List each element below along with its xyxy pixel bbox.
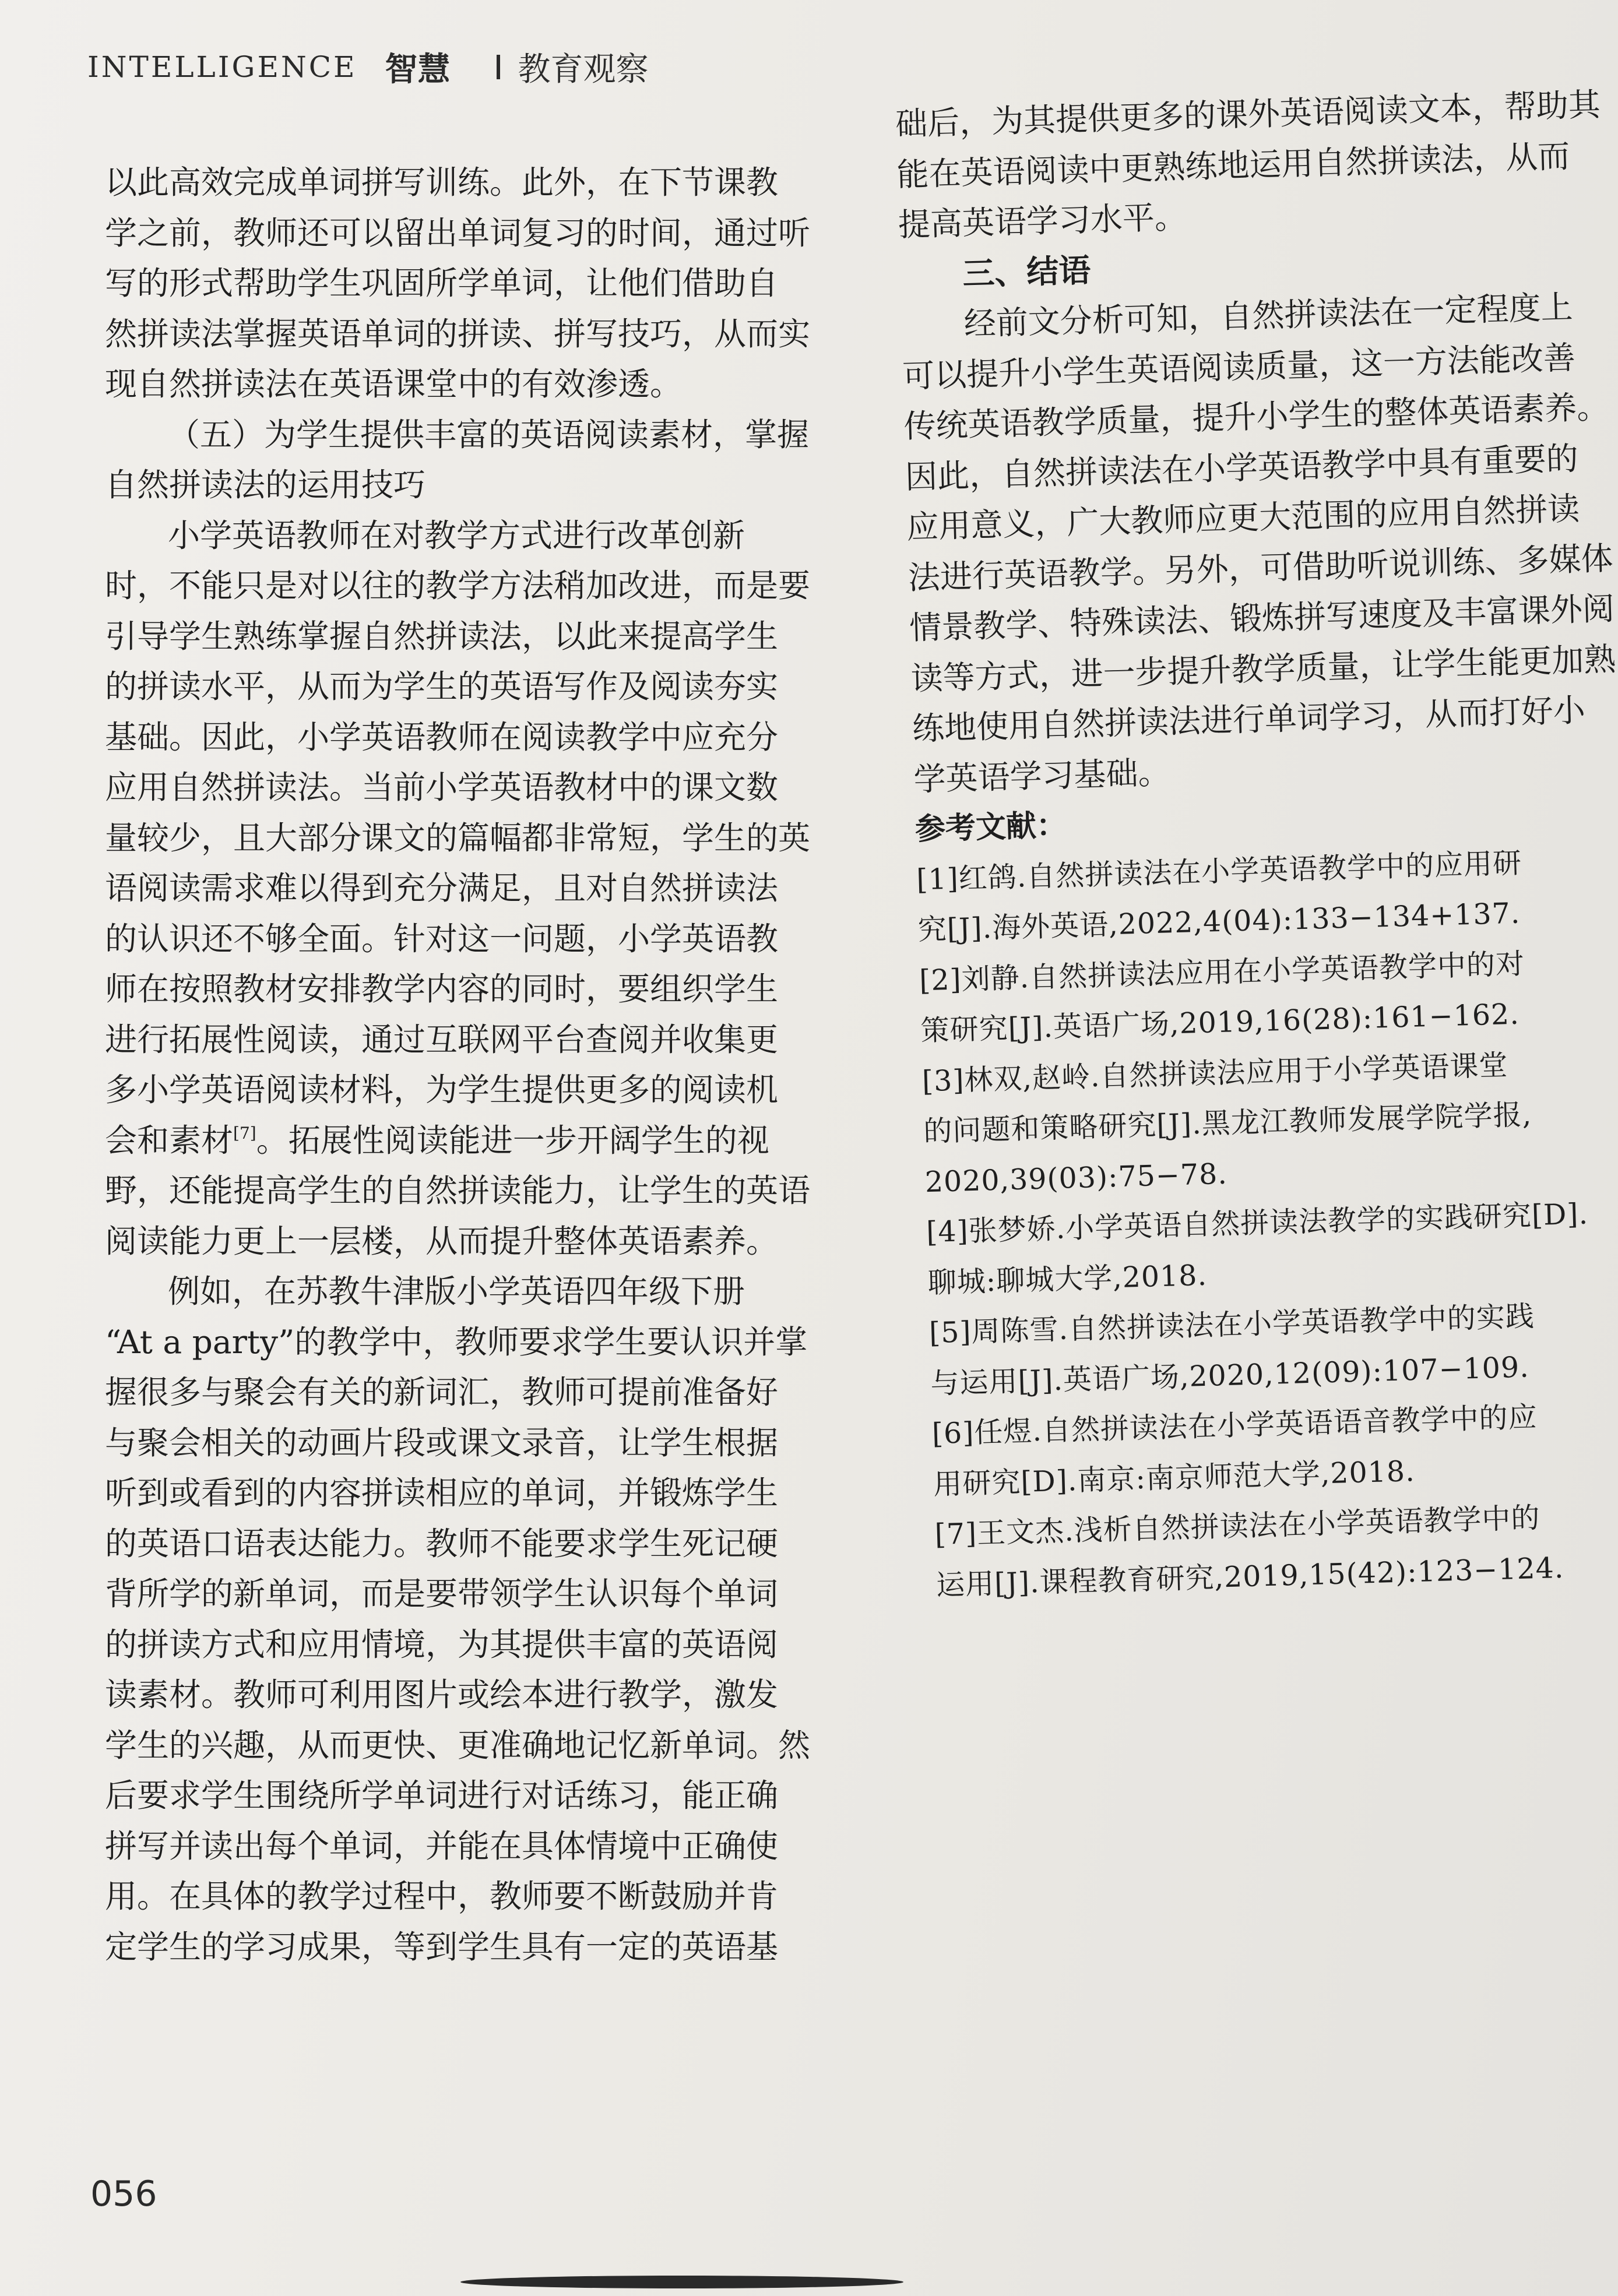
body-line: 定学生的学习成果，等到学生具有一定的英语基 bbox=[105, 1928, 779, 1966]
reference-line: 运用[J].课程教育研究,2019,15(42):123−124. bbox=[935, 1551, 1565, 1602]
section-heading-conclusion: 三、结语 bbox=[962, 251, 1092, 293]
body-line: 拼写并读出每个单词，并能在具体情境中正确使 bbox=[105, 1827, 779, 1865]
reference-line: 的问题和策略研究[J].黑龙江教师发展学院学报, bbox=[923, 1098, 1532, 1149]
body-line: 然拼读法掌握英语单词的拼读、拼写技巧，从而实 bbox=[105, 315, 811, 353]
left-column bbox=[105, 157, 845, 1972]
body-line: 写的形式帮助学生巩固所学单词，让他们借助自 bbox=[105, 265, 779, 302]
reference-line: 用研究[D].南京:南京师范大学,2018. bbox=[933, 1454, 1416, 1501]
body-line: 用。在具体的教学过程中，教师要不断鼓励并肯 bbox=[105, 1878, 779, 1915]
references-title: 参考文献： bbox=[914, 808, 1067, 847]
body-line: 的认识还不够全面。针对这一问题，小学英语教 bbox=[105, 920, 779, 957]
body-line: 应用自然拼读法。当前小学英语教材中的课文数 bbox=[105, 769, 779, 806]
body-line-with-citation bbox=[105, 1115, 845, 1166]
body-line: 学之前，教师还可以留出单词复习的时间，通过听 bbox=[105, 214, 811, 252]
body-line: 小学英语教师在对教学方式进行改革创新 bbox=[168, 516, 745, 554]
body-line: 多小学英语阅读材料，为学生提供更多的阅读机 bbox=[105, 1071, 779, 1108]
body-line: 应用意义，广大教师应更大范围的应用自然拼读 bbox=[906, 490, 1580, 546]
body-line: 础后，为其提供更多的课外英语阅读文本，帮助其 bbox=[895, 86, 1601, 143]
body-line: 现自然拼读法在英语课堂中的有效渗透。 bbox=[105, 365, 683, 403]
subsection-heading-line: 自然拼读法的运用技巧 bbox=[105, 466, 426, 503]
body-line: 的拼读水平，从而为学生的英语写作及阅读夯实 bbox=[105, 668, 779, 705]
body-line: 学生的兴趣，从而更快、更准确地记忆新单词。然 bbox=[105, 1726, 811, 1764]
body-line: 传统英语教学质量，提升小学生的整体英语素养。 bbox=[903, 388, 1610, 445]
reference-line: [3]林双,赵岭.自然拼读法应用于小学英语课堂 bbox=[921, 1048, 1509, 1098]
body-line: 引导学生熟练掌握自然拼读法，以此来提高学生 bbox=[105, 617, 779, 655]
reference-line: [5]周陈雪.自然拼读法在小学英语教学中的实践 bbox=[928, 1300, 1535, 1350]
body-line: “At a party”的教学中，教师要求学生要认识并掌 bbox=[105, 1323, 808, 1361]
body-line: 背所学的新单词，而是要带领学生认识每个单词 bbox=[105, 1575, 779, 1612]
reference-line: [6]任煜.自然拼读法在小学英语语音教学中的应 bbox=[931, 1400, 1538, 1451]
body-line: 基础。因此，小学英语教师在阅读教学中应充分 bbox=[105, 718, 779, 756]
body-line: 的拼读方式和应用情境，为其提供丰富的英语阅 bbox=[105, 1625, 779, 1663]
body-line-start: 会和素材 bbox=[105, 1121, 234, 1159]
reference-line: [4]张梦娇.小学英语自然拼读法教学的实践研究[D]. bbox=[926, 1197, 1589, 1249]
page-bottom-edge-mark bbox=[460, 2276, 903, 2288]
body-line: 因此，自然拼读法在小学英语教学中具有重要的 bbox=[905, 439, 1579, 496]
body-line: 情景教学、特殊读法、锻炼拼写速度及丰富课外阅 bbox=[909, 589, 1615, 647]
body-line: 练地使用自然拼读法进行单词学习，从而打好小 bbox=[912, 691, 1586, 748]
right-column bbox=[895, 79, 1618, 1611]
body-line: 能在英语阅读中更熟练地运用自然拼读法，从而 bbox=[896, 137, 1571, 193]
body-line: 阅读能力更上一层楼，从而提升整体英语素养。 bbox=[105, 1222, 779, 1260]
subsection-heading-line: （五）为学生提供丰富的英语阅读素材，掌握 bbox=[168, 415, 810, 453]
body-line: 与聚会相关的动画片段或课文录音，让学生根据 bbox=[105, 1424, 779, 1462]
reference-line: [2]刘静.自然拼读法应用在小学英语教学中的对 bbox=[919, 946, 1525, 997]
body-line: 经前文分析可知，自然拼读法在一定程度上 bbox=[963, 288, 1574, 343]
body-line: 时，不能只是对以往的教学方法稍加改进，而是要 bbox=[105, 567, 811, 604]
body-line-end: 。拓展性阅读能进一步开阔学生的视 bbox=[256, 1121, 769, 1159]
header-section-name: 教育观察 bbox=[518, 51, 649, 89]
body-line: 法进行英语教学。另外，可借助听说训练、多媒体 bbox=[908, 539, 1614, 597]
header-journal-chinese: 智慧 bbox=[385, 51, 451, 89]
body-line: 师在按照教材安排教学内容的同时，要组织学生 bbox=[105, 970, 779, 1008]
body-line: 学英语学习基础。 bbox=[913, 753, 1171, 798]
reference-line: 聊城:聊城大学,2018. bbox=[927, 1258, 1208, 1300]
header-divider bbox=[497, 55, 500, 79]
reference-line: [7]王文杰.浅析自然拼读法在小学英语教学中的 bbox=[934, 1501, 1541, 1552]
body-line: 后要求学生围绕所学单词进行对话练习，能正确 bbox=[105, 1777, 779, 1814]
body-line: 量较少，且大部分课文的篇幅都非常短，学生的英 bbox=[105, 819, 811, 857]
body-line: 听到或看到的内容拼读相应的单词，并锻炼学生 bbox=[105, 1474, 779, 1512]
body-line: 可以提升小学生英语阅读质量，这一方法能改善 bbox=[902, 339, 1576, 395]
body-line: 提高英语学习水平。 bbox=[898, 198, 1187, 244]
body-line: 的英语口语表达能力。教师不能要求学生死记硬 bbox=[105, 1524, 779, 1562]
body-line: 例如，在苏教牛津版小学英语四年级下册 bbox=[168, 1273, 745, 1310]
reference-line: 与运用[J].英语广场,2020,12(09):107−109. bbox=[930, 1350, 1530, 1400]
body-line: 读素材。教师可利用图片或绘本进行教学，激发 bbox=[105, 1676, 779, 1713]
body-line: 野，还能提高学生的自然拼读能力，让学生的英语 bbox=[105, 1172, 811, 1209]
citation-marker: [7] bbox=[233, 1123, 256, 1143]
reference-line: [1]红鸽.自然拼读法在小学英语教学中的应用研 bbox=[916, 846, 1522, 896]
body-line: 语阅读需求难以得到充分满足，且对自然拼读法 bbox=[105, 869, 779, 907]
running-header bbox=[87, 44, 648, 90]
header-journal-english: INTELLIGENCE bbox=[87, 50, 357, 84]
body-line: 进行拓展性阅读，通过互联网平台查阅并收集更 bbox=[105, 1020, 779, 1058]
reference-line: 策研究[J].英语广场,2019,16(28):161−162. bbox=[920, 997, 1520, 1048]
body-line: 读等方式，进一步提升教学质量，让学生能更加熟 bbox=[910, 640, 1617, 698]
body-line: 以此高效完成单词拼写训练。此外，在下节课教 bbox=[105, 164, 779, 201]
reference-line: 究[J].海外英语,2022,4(04):133−134+137. bbox=[917, 896, 1521, 947]
reference-line: 2020,39(03):75−78. bbox=[924, 1157, 1228, 1199]
body-line: 握很多与聚会有关的新词汇，教师可提前准备好 bbox=[105, 1374, 779, 1411]
page-number: 056 bbox=[90, 2174, 157, 2214]
